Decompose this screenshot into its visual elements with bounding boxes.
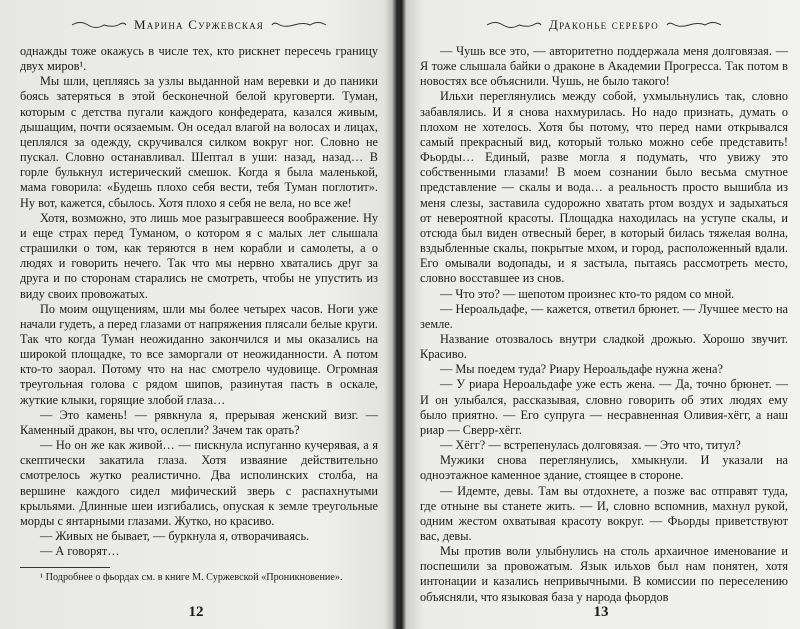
paragraph: Мы против воли улыбнулись на столь архаичное именование и поспешили за провожатым. Язык ильхов был нам понятен, хотя интонации и казались непривычными. В комиссии по переселению объясняли, что языковая база у народа фьордов [420,544,788,604]
running-header-right [420,10,788,40]
paragraph: — Идемте, девы. Там вы отдохнете, а позже вас отправят туда, где отныне вы станете жить. — И, словно вспомнив, махнул рукой, одним жестом охватывая красоту вокруг. — Фьорды приветствуют вас, девы. [420,483,788,543]
page-body-left [20,44,378,585]
paragraph: — Мы поедем туда? Риару Нероальдафе нужна жена? [440,362,723,377]
paragraph: — Но он же как живой… — пискнула испуганно кучерявая, а я скептически закатила глаза. Хотя изваяние действительно смотрелось жутко реалистично. Два исполинских столба, на вершине каждого сидел мифический зверь с распахнутыми крыльями. Длинные шеи изгибались, опуская к земле треугольные морды с янтарными глазами. Жутко, но красиво. [20,438,378,528]
running-header-left [20,10,378,40]
paragraph: — У риара Нероальдафе уже есть жена. — Да, точно брюнет. — И он улыбался, рассказывая, словно говорить об этих людях ему было приятно. — Его супруга — несравненная Оливия-хёгг, а наш риар — Сверр-хёгг. [420,377,788,437]
ornament-flourish-icon [665,19,723,31]
page-number-right: 13 [593,604,609,620]
footnote: ¹ Подробнее о фьордах см. в книге М. Суржевской «Проникновение». [40,572,343,584]
book-title: Драконье серебро [549,17,659,32]
paragraph: Название отозвалось внутри сладкой дрожью. Хорошо звучит. Красиво. [420,331,788,362]
page-body-right [420,44,788,605]
right-page [402,0,800,629]
paragraph: — Что это? — шепотом произнес кто-то рядом со мной. [440,286,735,301]
ornament-flourish-icon [70,19,128,31]
ornament-flourish-icon [485,19,543,31]
paragraph: однажды тоже окажусь в числе тех, кто рискнет пересечь границу двух миров¹. [20,44,378,74]
paragraph: Хотя, возможно, это лишь мое разыгравшееся воображение. Ну и еще страх перед Туманом, о котором я с малых лет слышала страшилки о том, как теряются в нем корабли и самолеты, а о людях и говорить нечего. Так что мы нервно хватались друг за друга и по сторонам старались не смотреть, чтобы не упустить из виду своих провожатых. [20,210,378,301]
page-number-left: 12 [188,604,204,620]
paragraph: — Это камень! — рявкнула я, прерывая женский визг. — Каменный дракон, вы что, ослепли? Зачем так орать? [20,407,378,437]
paragraph: — Хёгг? — встрепенулась долговязая. — Это что, титул? [440,438,741,453]
ornament-flourish-icon [270,19,328,31]
paragraph: — Живых не бывает, — буркнула я, отворачиваясь. [40,529,310,543]
author-name: Марина Суржевская [133,17,265,32]
left-page [0,0,392,629]
paragraph: — Нероальдафе, — кажется, ответил брюнет. — Лучшее место на земле. [420,301,788,331]
paragraph: — Чушь все это, — авторитетно поддержала меня долговязая. — Я тоже слышала байки о драконе в Академии Прогресса. Так потом в новостях все объяснили. Чушь, не было такого! [420,44,788,89]
footnote-divider [20,567,110,568]
paragraph: Мы шли, цепляясь за узлы выданной нам веревки и до паники боясь затеряться в этой бесконечной белой круговерти. Туман, которым с детства пугали каждого конфедерата, казался живым, дышащим, почти осязаемым. Он оседал влагой на волосах и лицах, цеплялся за одежду, скручивался силком вокруг ног. Словно не пускал. Словно останавливал. Шептал в уши: назад, назад… В горле булькнул истерический смешок. Когда я была маленькой, мама говорила: «Будешь плохо себя вести, тебя Туман поглотит». Ну вот, кажется, сбылось. Хотя плохо я себя не вела, но все же! [20,74,378,210]
paragraph: Ильхи переглянулись между собой, ухмыльнулись так, словно забавлялись. И я снова нахмурилась. Но надо признать, думать о плохом не хотелось. Хотя бы потому, что перед нами открывался самый прекрасный вид, который только можно себе представить! Фьорды… Единый, разве могла я подумать, что увижу это собственными глазами! В моем сознании было весьма смутное представление — скалы и вода… а реальность просто вышибла из меня слезы, заставила судорожно хватать ртом воздух и задыхаться от невероятной красоты. Площадка находилась на уступе скалы, и отсюда был виден отвесный берег, в который билась тяжелая волна, вздыбленные скалы, покрытые мхом, и город, расположенный вдали. Его омывали водопады, и я застыла, пытаясь рассмотреть место, словно восставшее из снов. [420,89,788,286]
paragraph: По моим ощущениям, шли мы более четырех часов. Ноги уже начали гудеть, а перед глазами от напряжения плясали белые круги. Так что когда Туман неожиданно закончился и мы оказались на широкой площадке, то все заморгали от неожиданности. А потом кто-то заорал. Потому что на нас смотрело чудовище. Огромная треугольная голова с рядом шипов, разинутая пасть в оскале, жуткие клыки, горящие злобой глаза… [20,301,378,407]
paragraph: Мужики снова переглянулись, хмыкнули. И указали на одноэтажное каменное здание, стоящее в стороне. [420,453,788,483]
paragraph: — А говорят… [40,544,120,559]
